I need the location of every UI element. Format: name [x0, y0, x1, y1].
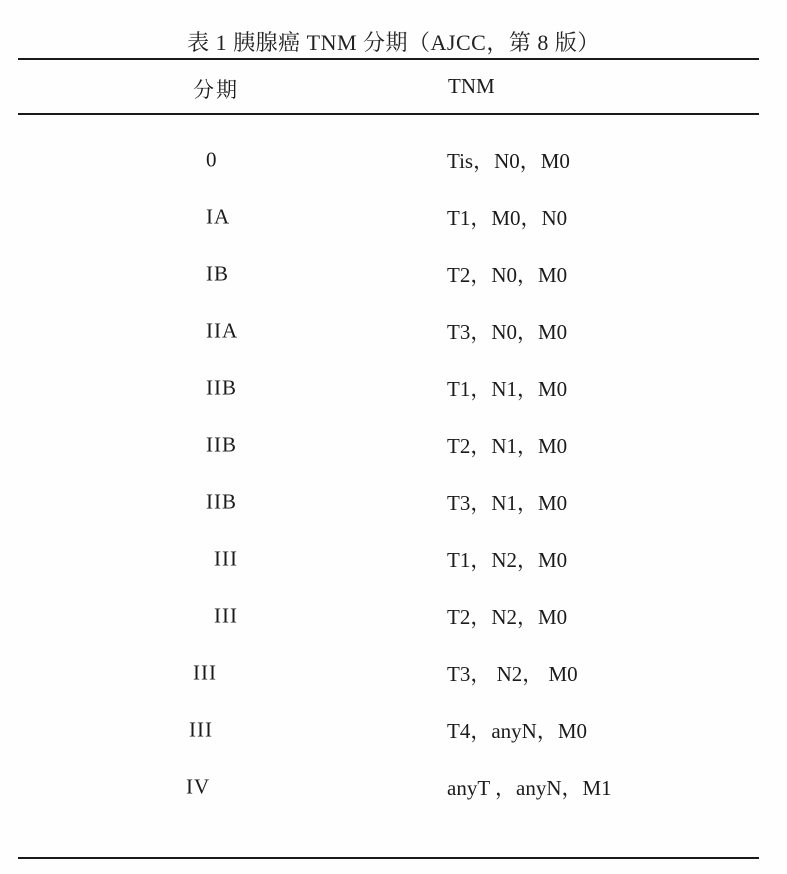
table-row [0, 245, 787, 302]
table-row [0, 587, 787, 644]
table-title: 表 1 胰腺癌 TNM 分期（AJCC，第 8 版） [187, 30, 600, 55]
bottom-rule [18, 857, 759, 859]
tnm-cell: T1，N1，M0 [447, 376, 568, 401]
table-row [0, 473, 787, 530]
table-row [0, 644, 787, 701]
tnm-cell: T3，N1，M0 [447, 490, 568, 515]
stage-cell: IA [206, 204, 231, 228]
table-row [0, 359, 787, 416]
stage-cell: IIB [206, 489, 237, 513]
tnm-cell: T3，N0，M0 [447, 319, 568, 344]
tnm-cell: T4，anyN，M0 [447, 718, 587, 743]
tnm-cell: anyT ，anyN，M1 [447, 775, 612, 800]
table-row [0, 302, 787, 359]
stage-cell: IV [186, 774, 211, 798]
stage-cell: IIA [206, 318, 239, 342]
stage-cell: III [214, 546, 238, 570]
stage-cell: IB [206, 261, 229, 285]
stage-cell: III [193, 660, 217, 684]
column-header-tnm: TNM [448, 74, 495, 98]
table-body [0, 131, 787, 815]
tnm-cell: T3， N2， M0 [447, 661, 578, 686]
tnm-cell: T2，N2，M0 [447, 604, 568, 629]
table-row [0, 416, 787, 473]
table-row [0, 188, 787, 245]
stage-cell: IIB [206, 432, 237, 456]
header-rule [18, 113, 759, 115]
tnm-cell: T2，N0，M0 [447, 262, 568, 287]
table-row [0, 701, 787, 758]
tnm-cell: T1，N2，M0 [447, 547, 568, 572]
table-row [0, 131, 787, 188]
stage-cell: IIB [206, 375, 237, 399]
table-header-row [0, 60, 787, 113]
tnm-cell: Tis，N0，M0 [447, 148, 570, 173]
stage-cell: III [189, 717, 213, 741]
column-header-stage: 分期 [193, 78, 239, 102]
tnm-cell: T2，N1，M0 [447, 433, 568, 458]
stage-cell: III [214, 603, 238, 627]
table-row [0, 530, 787, 587]
tnm-cell: T1，M0，N0 [447, 205, 568, 230]
table-row [0, 758, 787, 815]
stage-cell: 0 [206, 147, 218, 171]
